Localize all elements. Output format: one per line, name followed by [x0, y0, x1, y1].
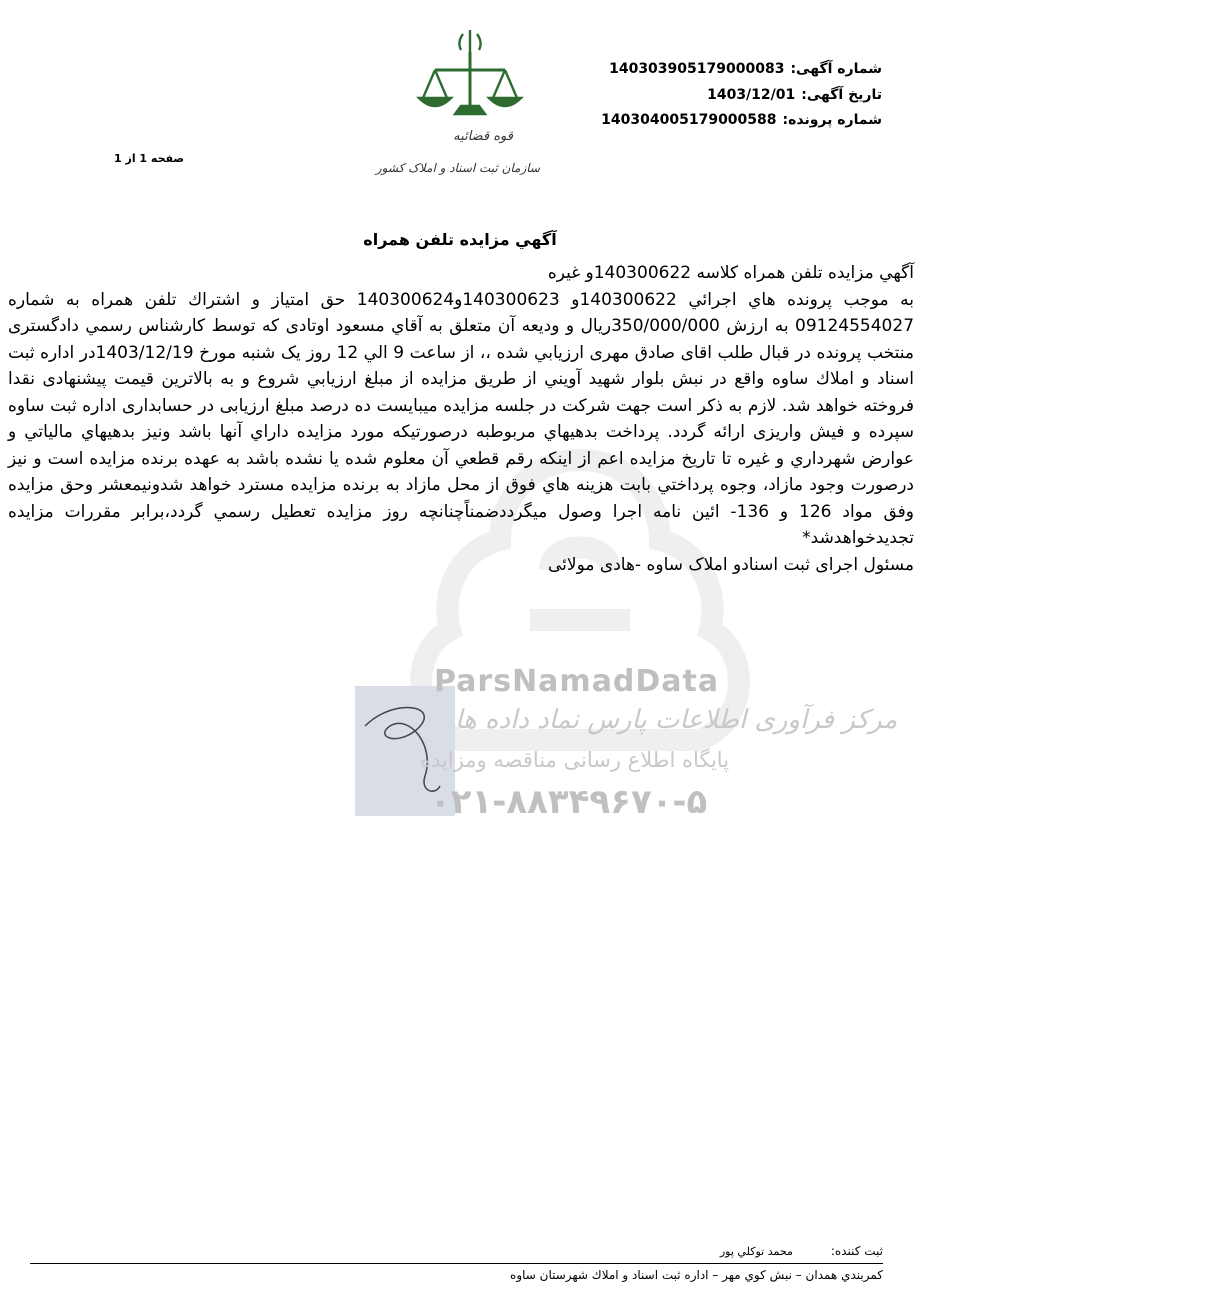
watermark-brand: ParsNamadData [434, 664, 720, 699]
watermark-line-1: مرکز فرآوری اطلاعات پارس نماد داده ها [455, 705, 898, 735]
registrar-label: ثبت كننده: [830, 1244, 883, 1258]
judiciary-emblem-logo [375, 22, 545, 182]
file-number [601, 111, 882, 129]
registrar-name: محمد توكلي پور [719, 1245, 793, 1258]
body-subject-line: آگهي مزايده تلفن همراه كلاسه 140300622و غيره [547, 263, 914, 283]
watermark-line-2: پایگاه اطلاع رسانی مناقصه ومزایده [420, 748, 730, 772]
registrar [720, 1244, 883, 1258]
footer-divider [30, 1263, 883, 1264]
emblem-text-1: قوه قضائیه [453, 129, 513, 144]
ad-number-value: 140303905179000083 [609, 61, 785, 77]
document-title: آگهي مزايده تلفن همراه [363, 230, 557, 249]
ad-date [707, 86, 882, 104]
body-signatory-line: مسئول اجرای ثبت اسنادو املاک ساوه -هادی مولائی [548, 554, 914, 575]
ad-number [609, 60, 882, 78]
ad-number-label: شماره آگهی: [790, 61, 882, 77]
file-number-label: شماره پرونده: [782, 112, 882, 128]
file-number-value: 140304005179000588 [601, 112, 777, 128]
ad-date-value: 1403/12/01 [707, 87, 796, 103]
ad-date-label: تاریخ آگهی: [801, 87, 882, 103]
body-main-paragraph: به موجب پرونده هاي اجرائي 140300622و 140300623و140300624 حق امتياز و اشتراك تلفن همراه به شماره 09124554027 به ارزش 350/000/000ريال و وديعه آن متعلق به آقاي مسعود اوتادی كه توسط كارشناس رسمي دادگستری منتخب پرونده در قبال طلب اقای صادق مهری ارزيابي شده ،، از ساعت 9 الي 12 روز یک شنبه مورخ 1403/12/19در اداره ثبت اسناد و املاك ساوه واقع در نبش بلوار شهيد آويني از طريق مزايده از مبلغ ارزيابي شروع و به بالاترين قيمت پيشنهادی نقدا فروخته خواهد شد. لازم به ذكر است جهت شركت در جلسه مزايده ميبايست ده درصد مبلغ ارزيابی در حسابداری اداره ثبت ساوه سپرده و فيش واريزی ارائه گردد. پرداخت بدهيهاي مربوطبه درصورتيكه مورد مزايده داراي آنها باشد ونيز بدهيهاي مالياتي و عوارض شهرداري و غيره تا تاريخ مزايده اعم از اينكه رقم قطعي آن معلوم شده يا نشده باشد به عهده برنده مزايده است و نيز درصورت وجود مازاد، وجوه پرداختي بابت هزينه هاي فوق از محل مازاد به برنده مزايده مسترد خواهد شدونيمعشر وحق مزايده وفق مواد 126 و 136- ائين نامه اجرا وصول ميگرددضمناًچنانچه روز مزايده تعطيل رسمي گردد،برابر مقررات مزايده تجديدخواهدشد* [8, 289, 915, 548]
page-info: صفحه 1 از 1 [114, 152, 185, 165]
footer-address: كمربندي همدان – نبش كوي مهر – اداره ثبت اسناد و املاك شهرستان ساوه [510, 1268, 883, 1282]
watermark-phone: ۰۲۱-۸۸۳۴۹۶۷۰-۵ [430, 782, 708, 822]
emblem-text-2: سازمان ثبت اسناد و املاک کشور [375, 161, 540, 175]
document-body [8, 260, 914, 578]
